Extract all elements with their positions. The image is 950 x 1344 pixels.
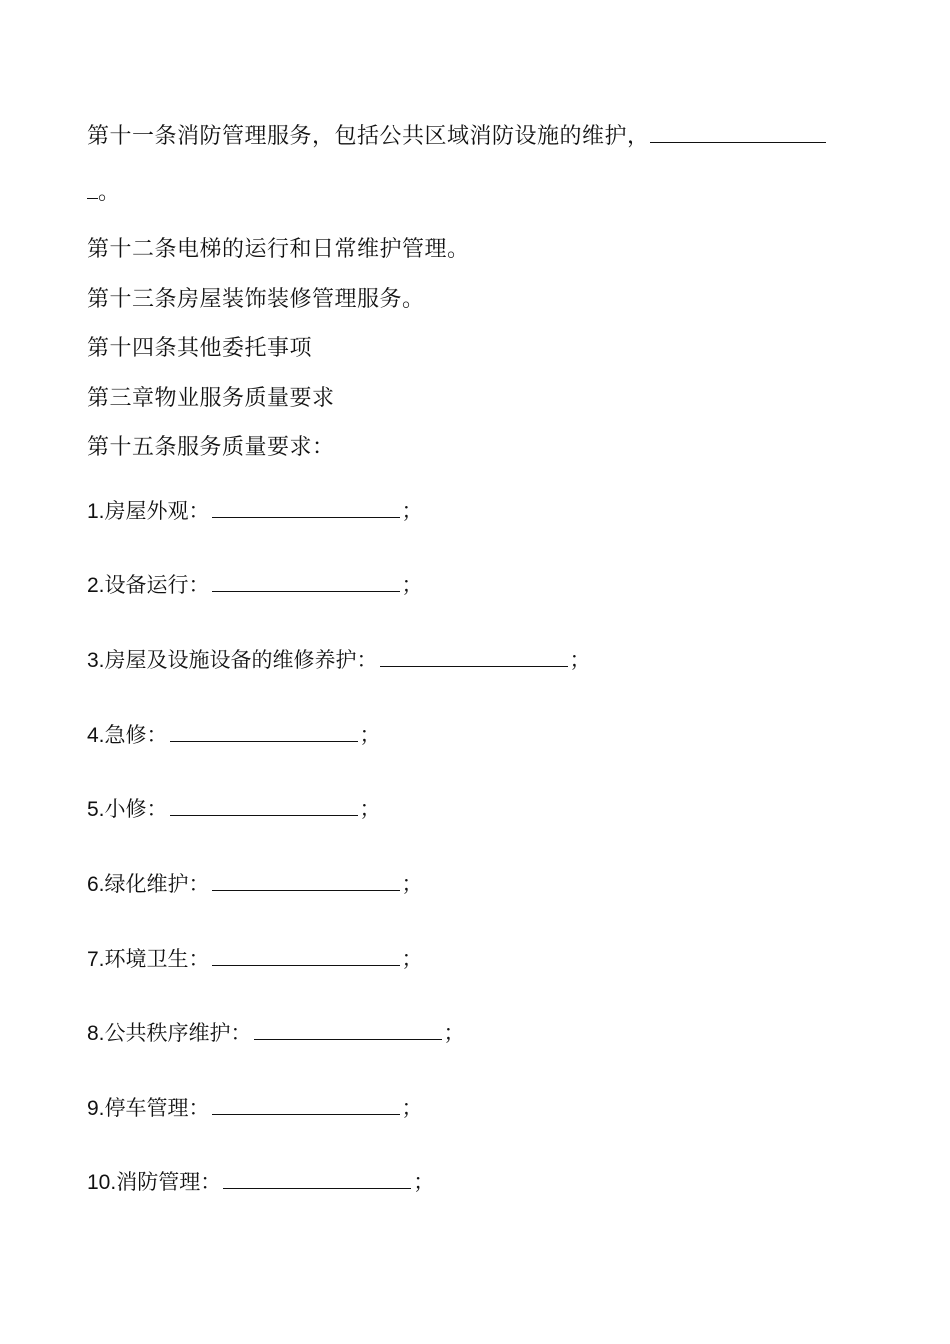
fill-in-blank (212, 571, 400, 592)
fill-in-blank (212, 1094, 400, 1115)
item-end: ； (359, 723, 381, 747)
item-label: 急修： (104, 723, 168, 747)
item-number: 9. (87, 1097, 105, 1120)
article-12: 第十二条电梯的运行和日常维护管理。 (87, 237, 470, 262)
fill-in-blank (212, 945, 400, 966)
item-label: 房屋及设施设备的维修养护： (104, 648, 378, 672)
item-label: 设备运行： (104, 573, 210, 597)
quality-item (87, 945, 423, 974)
item-number: 5. (87, 798, 105, 821)
item-end: ； (569, 648, 591, 672)
chapter-3-heading: 第三章物业服务质量要求 (87, 386, 335, 411)
item-label: 消防管理： (116, 1170, 222, 1194)
quality-item (87, 1094, 423, 1123)
article-11-text: 第十一条消防管理服务，包括公共区域消防设施的维护， (87, 124, 650, 149)
article-15: 第十五条服务质量要求： (87, 435, 335, 460)
item-end: ； (401, 1096, 423, 1120)
item-end: ； (401, 499, 423, 523)
item-label: 停车管理： (104, 1096, 210, 1120)
fill-in-blank (223, 1168, 411, 1189)
fill-in-blank (170, 721, 358, 742)
fill-in-blank (254, 1019, 442, 1040)
quality-item (87, 721, 381, 750)
item-end: ； (401, 573, 423, 597)
item-label: 公共秩序维护： (104, 1021, 252, 1045)
item-end: ； (401, 947, 423, 971)
item-label: 绿化维护： (104, 872, 210, 896)
fill-in-blank (212, 870, 400, 891)
fill-in-blank (650, 122, 826, 143)
article-11 (87, 122, 826, 151)
quality-item (87, 1019, 465, 1048)
quality-item (87, 870, 423, 899)
article-14: 第十四条其他委托事项 (87, 336, 313, 361)
item-number: 3. (87, 649, 105, 672)
item-end: ； (401, 872, 423, 896)
item-number: 6. (87, 873, 105, 896)
fill-in-blank (212, 497, 400, 518)
article-11-continuation (87, 178, 121, 207)
fill-in-blank (170, 795, 358, 816)
quality-item (87, 646, 591, 675)
article-13: 第十三条房屋装饰装修管理服务。 (87, 287, 425, 312)
quality-item (87, 497, 423, 526)
item-number: 8. (87, 1022, 105, 1045)
item-end: ； (359, 797, 381, 821)
fill-in-blank (380, 646, 568, 667)
item-number: 4. (87, 724, 105, 747)
item-end: ； (413, 1170, 435, 1194)
item-number: 2. (87, 574, 105, 597)
fill-in-blank (87, 178, 98, 199)
item-number: 7. (87, 948, 105, 971)
quality-item (87, 795, 381, 824)
quality-item (87, 1168, 434, 1197)
item-number: 1. (87, 500, 105, 523)
article-11-end: 。 (98, 180, 121, 205)
quality-item (87, 571, 423, 600)
item-number: 10. (87, 1171, 117, 1194)
item-label: 环境卫生： (104, 947, 210, 971)
item-label: 小修： (104, 797, 168, 821)
item-label: 房屋外观： (104, 499, 210, 523)
item-end: ； (443, 1021, 465, 1045)
